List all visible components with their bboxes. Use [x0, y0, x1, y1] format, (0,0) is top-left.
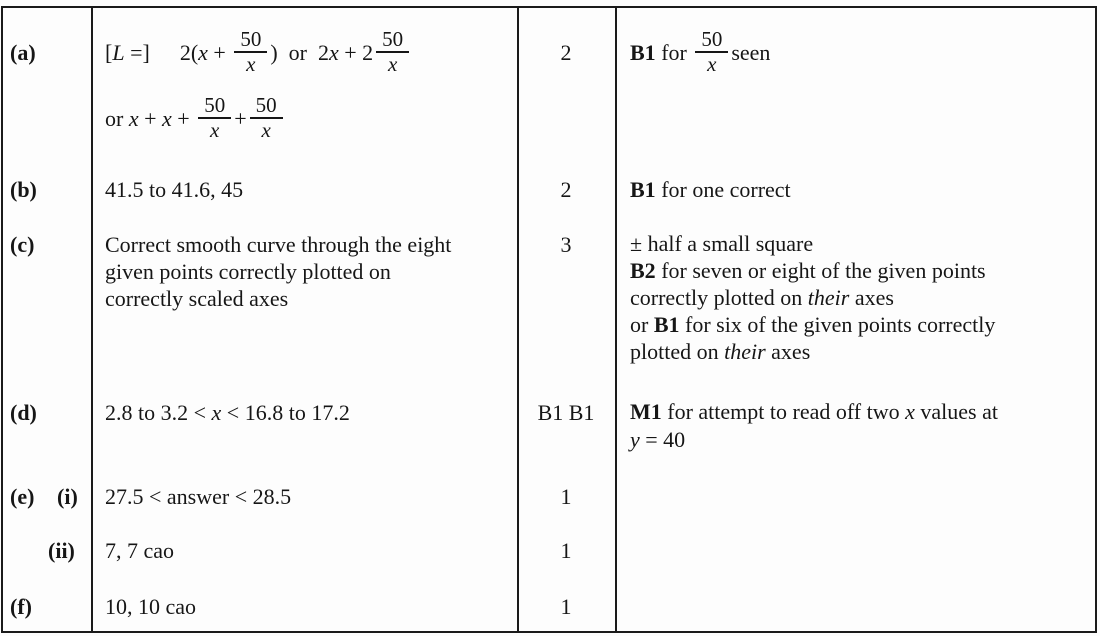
comment-c-line-5: plotted on their axes: [630, 339, 811, 364]
part-label-f: (f): [10, 594, 32, 619]
answer-e-i-line-1: 27.5 < answer < 28.5: [105, 484, 292, 509]
part-label-d: (d): [10, 400, 37, 425]
marks-d: B1 B1: [537, 400, 595, 425]
comment-a-line-1: B1 for $\frac{50}{x}$ seen: [630, 27, 771, 76]
part-label-e-ii: (ii): [48, 538, 75, 563]
answer-b-line-1: 41.5 to 41.6, 45: [105, 177, 244, 202]
answer-c-line-1: Correct smooth curve through the eight: [105, 232, 452, 257]
marks-e-i: 1: [560, 484, 572, 509]
answer-d-line-1: 2.8 to 3.2 < x < 16.8 to 17.2: [105, 400, 350, 425]
comment-c-line-3: correctly plotted on their axes: [630, 285, 894, 310]
marks-a: 2: [560, 40, 572, 65]
part-label-a: (a): [10, 40, 36, 65]
part-label-b: (b): [10, 177, 37, 202]
marks-f: 1: [560, 594, 572, 619]
answer-a-line-2: or x + x + $\frac{50}{x}$ + $\frac{50}{x}$: [105, 92, 286, 144]
column-divider-parts-answer: [91, 8, 93, 631]
comment-c-line-2: B2 for seven or eight of the given points: [630, 258, 986, 283]
marks-b: 2: [560, 177, 572, 202]
marks-e-ii: 1: [560, 538, 572, 563]
answer-e-ii-line-1: 7, 7 cao: [105, 538, 175, 563]
comment-b-line-1: B1 for one correct: [630, 177, 791, 202]
part-label-e-i: (i): [57, 484, 78, 509]
answer-c-line-2: given points correctly plotted on: [105, 259, 391, 284]
part-label-e: (e): [10, 484, 35, 509]
comment-c-line-4: or B1 for six of the given points correctly: [630, 312, 996, 337]
comment-c-line-1: ± half a small square: [630, 231, 814, 256]
answer-a-line-1: [ L =] 2( x + $\frac{50}{x}$ ) or 2 x + 2 $\frac{50}{x}$: [105, 26, 412, 78]
comment-d-line-1: M1 for attempt to read off two x values at: [630, 399, 998, 424]
marks-c: 3: [560, 232, 572, 257]
answer-f-line-1: 10, 10 cao: [105, 594, 197, 619]
comment-d-line-2: y = 40: [630, 427, 686, 452]
answer-c-line-3: correctly scaled axes: [105, 286, 289, 311]
part-label-c: (c): [10, 232, 35, 257]
column-divider-marks-comment: [615, 8, 617, 631]
